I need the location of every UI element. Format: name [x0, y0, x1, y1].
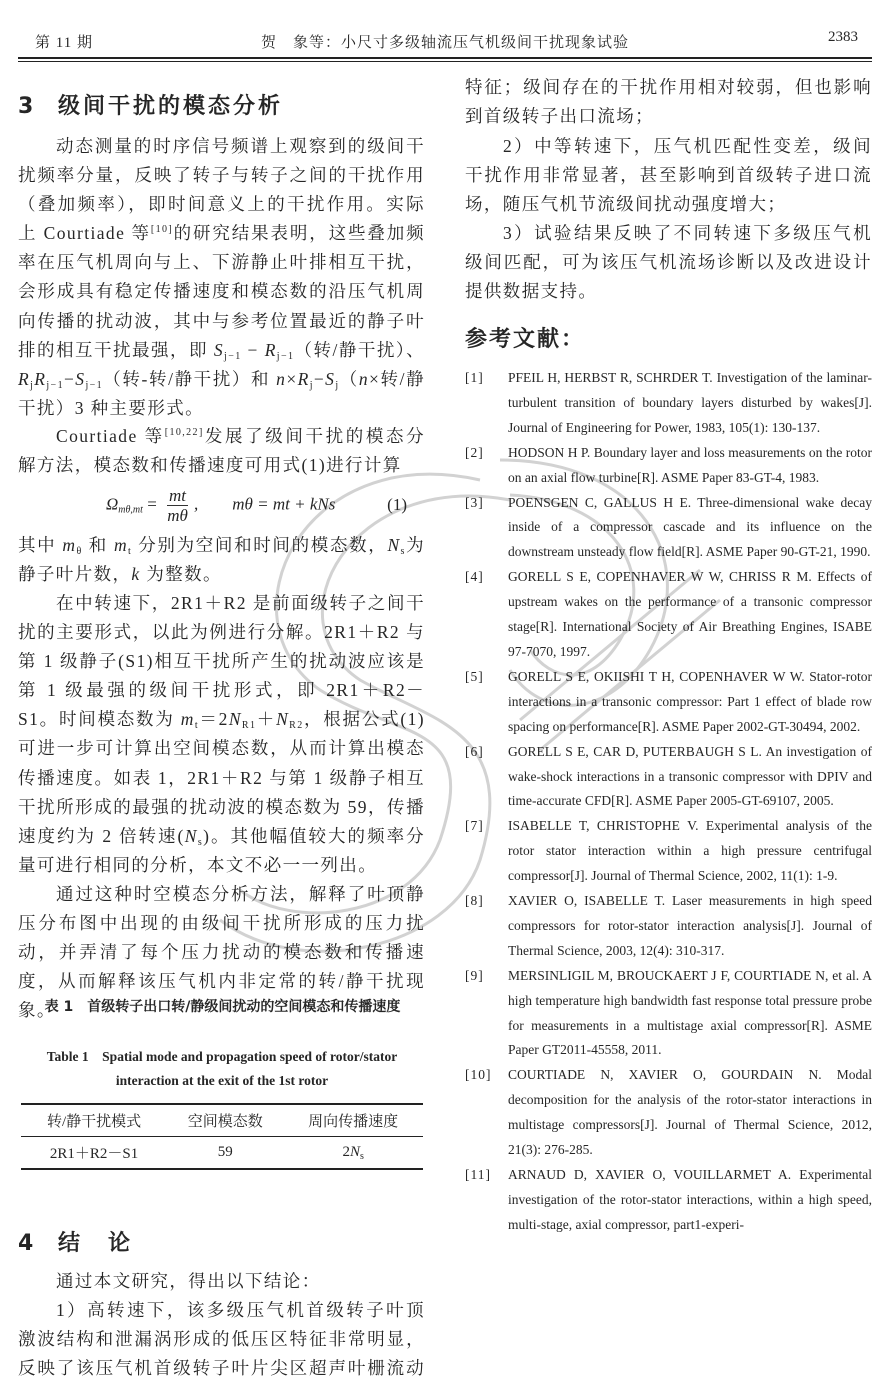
reference-text: MERSINLIGIL M, BROUCKAERT J F, COURTIADE N, et al. A high temperature high bandwidth fast response total pressure probe for measurements in a multistage axial compressor[R]. ASME Paper GT2011-45558, 2011.: [508, 967, 872, 1058]
text-run: 动态测量的时序信号频谱上观察到的级间干扰频率分量，反映了转子与转子之间的干扰作用（叠加频率），即时间意义上的干扰作用。实际上 Courtiade 等: [18, 136, 425, 244]
reference-item: [465, 814, 872, 889]
reference-label: [1]: [465, 370, 484, 385]
math-subscript: j: [30, 379, 35, 391]
table-caption-en: [22, 1045, 422, 1093]
math-variable: R: [34, 368, 47, 389]
reference-text: POENSGEN C, GALLUS H E. Three-dimensional wake decay inside of a compressor cascade and its influence on the downstream unsteady flow field[R]. ASME Paper 90-GT-21, 1990.: [508, 494, 872, 560]
reference-item: [465, 964, 872, 1064]
reference-text: HODSON H P. Boundary layer and loss measurements on the rotor on an axial flow turbine[R]. ASME Paper 83-GT-4, 1983.: [508, 444, 872, 485]
conclusion-1-continued: 特征；级间存在的干扰作用相对较弱，但也影响到首级转子出口流场；: [465, 76, 872, 127]
reference-item: [465, 889, 872, 964]
text-run: 分别为空间和时间的模态数，: [132, 535, 388, 555]
conclusion-2: 2）中等转速下，压气机匹配性变差，级间干扰作用非常显著，甚至影响到首级转子进口流场，随压气机节流级间扰动强度增大；: [465, 136, 872, 215]
reference-label: [10]: [465, 1067, 492, 1083]
text-run: ＋: [256, 709, 277, 730]
paragraph: [18, 132, 425, 423]
equation-1: $\Omega_{m\theta,mt}$ = $\frac{mt}{m\theta}$ , mθ = mt + kNs (1): [106, 486, 407, 525]
reference-label: [7]: [465, 818, 484, 834]
math-subscript: j−1: [85, 379, 104, 391]
table-row: [21, 1137, 423, 1170]
math-subscript: R1: [241, 720, 257, 732]
reference-item: [465, 441, 872, 491]
equation-rhs: , mθ = mt + kNs: [194, 494, 336, 514]
denominator: mθ: [167, 506, 188, 525]
text-run: （转-转/静干扰）和: [103, 368, 277, 389]
reference-label: [5]: [465, 668, 484, 684]
text-run: 为整数。: [140, 564, 222, 585]
reference-label: [8]: [465, 893, 484, 909]
math-variable: N: [276, 709, 290, 730]
math-variable: S: [325, 368, 336, 389]
reference-label: [6]: [465, 743, 484, 759]
table-header-row: [21, 1104, 423, 1137]
text-run: 其中: [18, 535, 63, 555]
reference-list: [465, 366, 872, 1238]
text-run: 通过这种时空模态分析方法，解释了叶顶静压分布图中出现的由级间干扰所形成的压力扰动，并弄清了每个压力扰动的模态数和传播速度，从而解释该压气机内非定常的转/静干扰现象。: [18, 884, 425, 1021]
section-3-heading: [18, 89, 283, 120]
math-variable: S: [75, 368, 86, 389]
math-subscript: j: [309, 379, 314, 391]
caption-cn-text: 表 1 首级转子出口转/静级间扰动的空间模态和传播速度: [44, 999, 401, 1015]
text-run: 和: [82, 535, 114, 555]
text-run: −: [313, 368, 326, 389]
references-heading: 参考文献：: [465, 327, 586, 352]
math-variable: N: [228, 709, 242, 730]
paragraph: 通过本文研究，得出以下结论：: [56, 1271, 321, 1291]
math-subscript: j−1: [224, 350, 242, 362]
math-subscript: R2: [289, 720, 304, 732]
omega-symbol: Ω: [106, 494, 119, 514]
math-variable: R: [18, 368, 31, 389]
column-header: 周向传播速度: [308, 1114, 399, 1130]
reference-label: [4]: [465, 569, 484, 585]
math-subscript: t: [194, 720, 200, 732]
paragraph: [18, 531, 425, 589]
text-run: （转/静干扰）、: [294, 339, 426, 360]
reference-label: [3]: [465, 494, 484, 510]
text-run: −: [241, 339, 265, 360]
text-run: ，根据公式(1)可进一步可计算出空间模态数，从而计算出模态传播速度。如表 1，2R1＋R2 与第 1 级静子相互干扰所形成的最强的扰动波的模态数为 59，传播速度约为 2 倍转速(: [18, 709, 426, 846]
text-run: 在中转速下，2R1＋R2 是前面级转子之间干扰的主要形式，以此为例进行分解。2R1＋R2 与第 1 级静子(S1)相互干扰所产生的扰动波应该是第 1 级最强的级间干扰形式，即 2R1＋R2－S1。时间模态数为: [18, 593, 425, 730]
math-subscript: s: [197, 836, 204, 848]
math-variable: S: [213, 339, 225, 360]
header-rule: [18, 57, 872, 59]
reference-item: [465, 665, 872, 740]
paragraph: [18, 422, 425, 480]
math-variable: N: [387, 535, 401, 555]
text-run: Courtiade 等: [56, 426, 165, 446]
reference-item: [465, 740, 872, 815]
reference-label: [9]: [465, 967, 484, 983]
header-rule-thin: [18, 61, 872, 62]
table-cell: 2R1＋R2－S1: [49, 1146, 139, 1162]
math-subscript: t: [127, 546, 133, 557]
math-variable: R: [264, 339, 277, 360]
conclusion-1-left: [18, 1296, 425, 1384]
math-subscript: j−1: [276, 350, 295, 362]
numerator: mt: [169, 486, 187, 505]
math-subscript: θ: [76, 546, 83, 557]
speed-variable: N: [349, 1144, 360, 1160]
paragraph: [18, 589, 425, 880]
reference-text: COURTIADE N, XAVIER O, GOURDAIN N. Modal decomposition for the analysis of the rotor-stator interactions in multistage compressors[J]. Journal of Thermal Science, 2012, 21(3): 276-285.: [508, 1067, 872, 1158]
section-number: 4: [18, 1231, 37, 1256]
reference-item: [465, 1163, 872, 1238]
math-variable: n: [358, 368, 369, 389]
math-variable: k: [131, 564, 141, 585]
text-run: 的研究结果表明，这些叠加频率在压气机周向与上、下游静止叶排相互干扰，会形成具有稳定传播速度和模态数的沿压气机周向传播的扰动波，其中与参考位置最近的静子叶排的相互干扰最强，即: [18, 223, 425, 360]
conclusion-1: 1）高转速下，该多级压气机首级转子叶顶激波结构和泄漏涡形成的低压区特征非常明显，反映了该压气机首级转子叶片尖区超声叶栅流动: [18, 1300, 425, 1379]
math-variable: R: [297, 368, 310, 389]
text-run: 发展了级间干扰的模态分解方法，模态数和传播速度可用式(1)进行计算: [18, 426, 425, 476]
math-subscript: s: [400, 546, 406, 557]
column-header: 空间模态数: [187, 1114, 263, 1130]
citation: [10,22]: [164, 427, 204, 438]
table-cell: 59: [217, 1144, 233, 1160]
conclusion-1-right: [465, 73, 872, 131]
math-variable: m: [62, 535, 77, 555]
reference-text: ISABELLE T, CHRISTOPHE V. Experimental analysis of the rotor stator interaction within a high pressure centrifugal compressor[J]. Journal of Thermal Science, 2002, 11(1): 1-9.: [508, 818, 872, 884]
caption-en-text: Table 1 Spatial mode and propagation speed of rotor/stator interaction at the exit of the 1st rotor: [46, 1049, 398, 1088]
math-variable: n: [276, 368, 287, 389]
text-run: ×: [286, 368, 298, 389]
fraction: [167, 486, 188, 525]
column-header: 转/静干扰模式: [46, 1114, 142, 1130]
text-run: ＝2: [199, 709, 229, 730]
journal-issue: 第 11 期: [35, 35, 93, 51]
math-subscript: j−1: [46, 379, 64, 391]
text-run: )。其他幅值较大的频率分量可进行相同的分析，本文不必一一列出。: [18, 825, 425, 875]
conclusion-3: 3）试验结果反映了不同转速下多级压气机级间匹配，可为该压气机流场诊断以及改进设计提供数据支持。: [465, 223, 872, 302]
omega-subscript: mθ,mt: [118, 504, 143, 516]
table-1: [21, 1103, 423, 1170]
reference-text: ARNAUD D, XAVIER O, VOUILLARMET A. Experimental investigation of the rotor-stator interactions, within a high speed, multi-stage, axial compressor, part1-experi-: [508, 1167, 872, 1232]
reference-text: GORELL S E, COPENHAVER W W, CHRISS R M. Effects of upstream wakes on the performance of a transonic compressor stage[R]. International Society of Air Breathing Engines, ISABE 97-7070, 1997.: [508, 569, 872, 659]
reference-text: GORELL S E, CAR D, PUTERBAUGH S L. An investigation of wake-shock interactions in a transonic compressor with DPIV and time-accurate CFD[R]. ASME Paper 2005-GT-69107, 2005.: [508, 743, 872, 809]
reference-label: [2]: [465, 444, 484, 460]
running-title: 贺 象等：小尺寸多级轴流压气机级间干扰现象试验: [260, 35, 629, 51]
reference-label: [11]: [465, 1167, 491, 1182]
page-number: 2383: [828, 29, 858, 45]
section-title: 结 论: [58, 1231, 134, 1256]
math-variable: N: [184, 825, 198, 846]
reference-text: GORELL S E, OKIISHI T H, COPENHAVER W W. Stator-rotor interactions in a transonic compressor: Part 1 effect of blade row spacing on performance[R]. ASME Paper 2002-GT-30494, 2002.: [508, 668, 872, 734]
math-variable: m: [180, 709, 195, 730]
text-run: 为静子叶片数，: [18, 535, 426, 585]
reference-item: [465, 565, 872, 665]
text-run: −: [64, 368, 76, 389]
reference-text: PFEIL H, HERBST R, SCHRDER T. Investigation of the laminar-turbulent transition of boundary layers disturbed by wakes[J]. Journal of Engineering for Power, 1983, 105(1): 130-137.: [508, 370, 872, 435]
math-variable: m: [113, 535, 128, 555]
reference-item: [465, 1063, 872, 1163]
reference-item: [465, 366, 872, 441]
equation-number: (1): [387, 495, 407, 514]
citation: [10]: [150, 224, 174, 236]
text-run: （: [339, 368, 359, 389]
reference-text: XAVIER O, ISABELLE T. Laser measurements in high speed compressors for rotor-stator interaction analysis[J]. Journal of Thermal Science, 2003, 12(4): 310-317.: [508, 893, 872, 958]
section-4-heading: [18, 1226, 133, 1257]
math-subscript: j: [335, 379, 340, 391]
speed-coefficient: 2: [342, 1144, 350, 1160]
table-caption-cn: [40, 995, 405, 1020]
reference-item: [465, 491, 872, 566]
section-number: 3: [18, 94, 37, 119]
text-run: ×转/静干扰）3 种主要形式。: [18, 368, 425, 418]
table-cell: [283, 1137, 423, 1170]
speed-subscript: s: [359, 1151, 364, 1162]
section-title: 级间干扰的模态分析: [58, 94, 284, 119]
